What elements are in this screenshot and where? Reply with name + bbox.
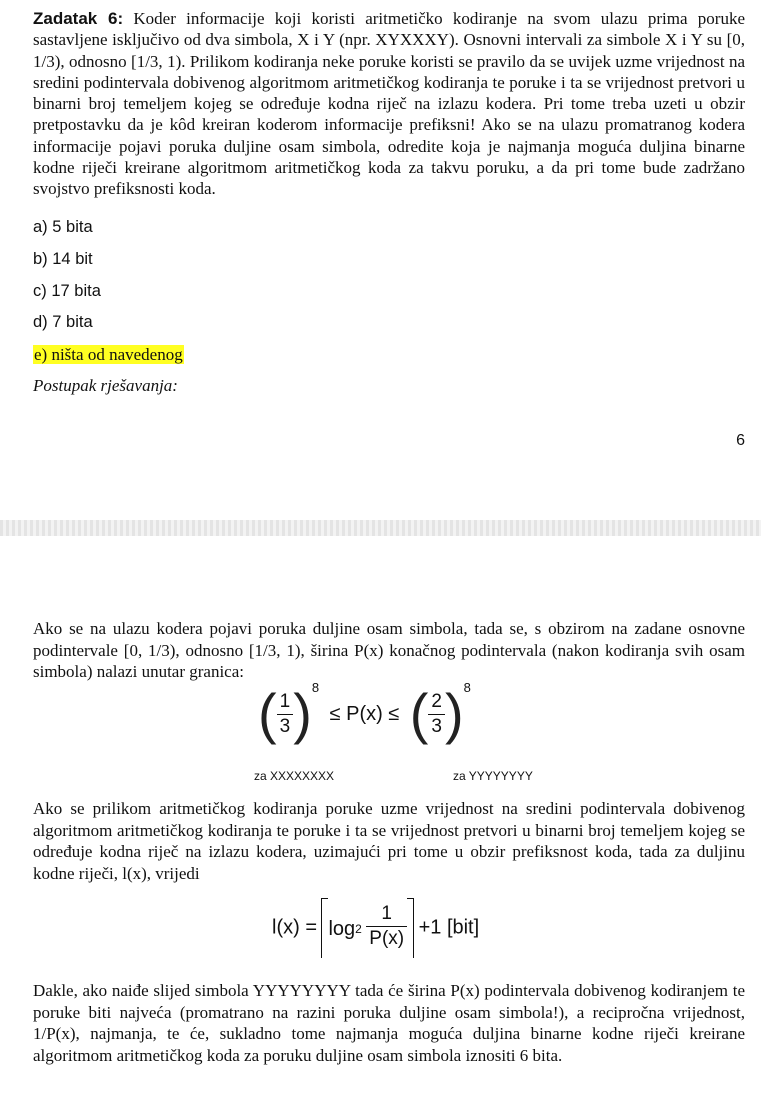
option-e — [33, 345, 184, 365]
paragraph-codeword-length: Ako se prilikom aritmetičkog kodiranja poruke uzme vrijednost na sredini podintervala dobivenog algoritmom aritmetičkog kodiranja te poruke i ta se vrijednost pretvori u binarni broj temeljem kojeg se određuje kodna riječ na izlazu kodera, uzimajući pri tome u obzir prefiksnost koda, tada za duljinu kodne riječi, l(x), vrijedi — [33, 799, 745, 883]
caption-yyyyyyyy: za YYYYYYYY — [453, 769, 533, 783]
option-a: a) 5 bita — [33, 218, 93, 236]
option-c: c) 17 bita — [33, 282, 101, 300]
document-page-1 — [0, 0, 761, 520]
caption-xxxxxxxx: za XXXXXXXX — [254, 769, 335, 783]
document-page-2 — [0, 536, 761, 1100]
option-d: d) 7 bita — [33, 313, 93, 331]
codeword-length-formula: l(x) = $\log_2$ $\frac{1}{P(x)}$ +1 [bit] — [272, 898, 532, 968]
inequality-middle: ≤ P(x) ≤ — [329, 702, 400, 725]
page-separator — [0, 520, 761, 536]
ceiling-brackets: $\log_2$ $\frac{1}{P(x)}$ — [321, 898, 414, 958]
page-number: 6 — [736, 432, 745, 449]
problem-title: Zadatak 6: — [33, 9, 124, 28]
option-b: b) 14 bit — [33, 250, 93, 268]
paragraph-conclusion: Dakle, ako naiđe slijed simbola YYYYYYYY tada će širina P(x) podintervala dobivenog kodiranjem te poruke biti najveća (promatrano na razini poruka duljine osam simbola!), a recipročna vrijednost, 1/P(x), najmanja, te će, sukladno tome najmanja moguća duljina binarne kodne riječi kreirane algoritmom aritmetičkog koda za poruku duljine osam simbola iznositi 6 bita. — [33, 981, 745, 1065]
procedure-label: Postupak rješavanja: — [33, 376, 178, 395]
fraction-two-thirds: $\frac{2}{3}$ — [428, 690, 445, 739]
problem-text: Koder informacije koji koristi aritmetičko kodiranje na svom ulazu prima poruke sastavljene isključivo od dva simbola, X i Y (npr. XYXXXY). Osnovni intervali za simbole X i Y su [0, 1/3), odnosno [1/3, 1). Prilikom kodiranja neke poruke koristi se pravilo da se uvijek uzme vrijednost na sredini podintervala dobivenog algoritmom aritmetičkog kodiranja te poruke i ta se vrijednost pretvori u binarni broj temeljem kojeg se određuje kodna riječ na izlazu kodera. Pri tome treba uzeti u obzir pretpostavku da je kôd kreiran koderom informacije prefiksni! Ako se na ulazu promatranog kodera informacije pojavi poruka duljine osam simbola, odredite koja je najmanja moguća duljina binarne kodne riječi kreirane algoritmom aritmetičkog koda za takvu poruku, a da pri tome bude zadržano svojstvo prefiksnosti koda. — [33, 9, 745, 199]
paragraph-intro: Ako se na ulazu kodera pojavi poruka duljine osam simbola, tada se, s obzirom na zadane osnovne podintervale [0, 1/3), odnosno [1/3, 1), širina P(x) konačnog podintervala (nakon kodiranja svih osam simbola) nalazi unutar granica: — [33, 619, 745, 681]
interval-width-inequality: ( $\frac{1}{3}$ )$^8$ ≤ P(x) ≤ ( $\frac{2}{3}$ )$^8$ — [258, 680, 471, 745]
fraction-one-third: $\frac{1}{3}$ — [277, 690, 294, 739]
problem-statement — [33, 8, 745, 200]
highlighted-answer: e) ništa od navedenog — [34, 345, 183, 364]
